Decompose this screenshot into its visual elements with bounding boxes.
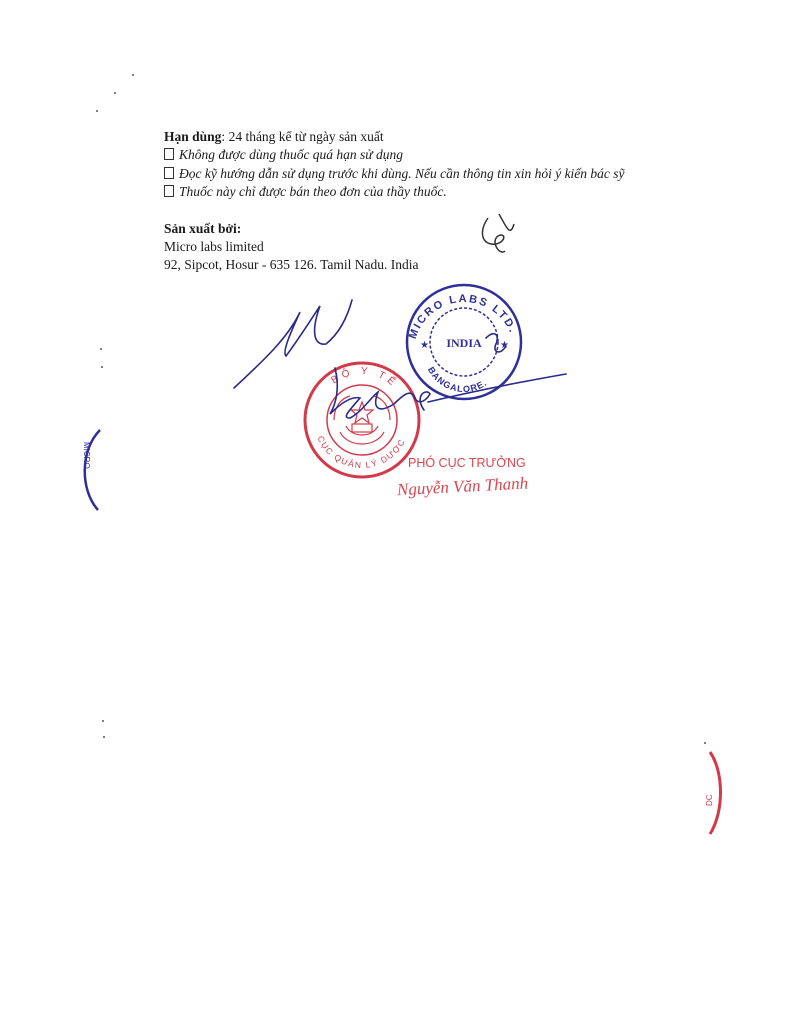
star-icon: ★ [420, 340, 429, 351]
official-name: Nguyễn Văn Thanh [396, 473, 529, 500]
company-seal-center-text: INDIA [446, 336, 482, 350]
official-title: PHÓ CỤC TRƯỞNG [408, 456, 526, 470]
ministry-seal-outer-ring [305, 363, 419, 477]
manufacturer-address: 92, Sipcot, Hosur - 635 126. Tamil Nadu. India [164, 257, 419, 273]
ministry-seal-top-text: BỘ Y TẾ [329, 365, 400, 391]
scan-speck [102, 720, 104, 722]
right-seal-fragment-text: DC [705, 794, 714, 806]
left-seal-fragment [82, 430, 100, 510]
warning-text: Thuốc này chỉ được bán theo đơn của thầy thuốc. [179, 184, 447, 200]
ministry-seal-bottom-text: CỤC QUẢN LÝ DƯỢC [315, 434, 408, 471]
manufacturer-name: Micro labs limited [164, 239, 264, 255]
ministry-seal [305, 363, 419, 477]
left-seal-fragment-text: MICRO [82, 442, 91, 469]
manufacturer-heading: Sản xuất bởi: [164, 220, 242, 236]
company-seal-bottom-text: BANGALORE. [425, 365, 489, 395]
shelf-life-separator: : [221, 129, 226, 144]
right-seal-fragment [705, 752, 721, 834]
shelf-life-label: Hạn dùng [164, 129, 222, 144]
scan-speck [114, 92, 116, 94]
shelf-life-value: 24 tháng kể từ ngày sản xuất [225, 129, 384, 144]
scan-speck [103, 736, 105, 738]
scan-speck [132, 74, 134, 76]
star-icon: ★ [500, 340, 509, 351]
warning-text: Không được dùng thuốc quá hạn sử dụng [179, 147, 404, 163]
scan-speck [101, 366, 103, 368]
company-seal [407, 285, 521, 399]
scan-speck [96, 110, 98, 112]
company-seal-ring-text: MICRO LABS LTD. [406, 292, 520, 341]
initials-signature [482, 214, 514, 252]
scan-speck [704, 742, 706, 744]
warning-text: Đọc kỹ hướng dẫn sử dụng trước khi dùng. Nếu cần thông tin xin hỏi ý kiến bác sỹ [179, 165, 625, 181]
scan-speck [100, 348, 102, 350]
